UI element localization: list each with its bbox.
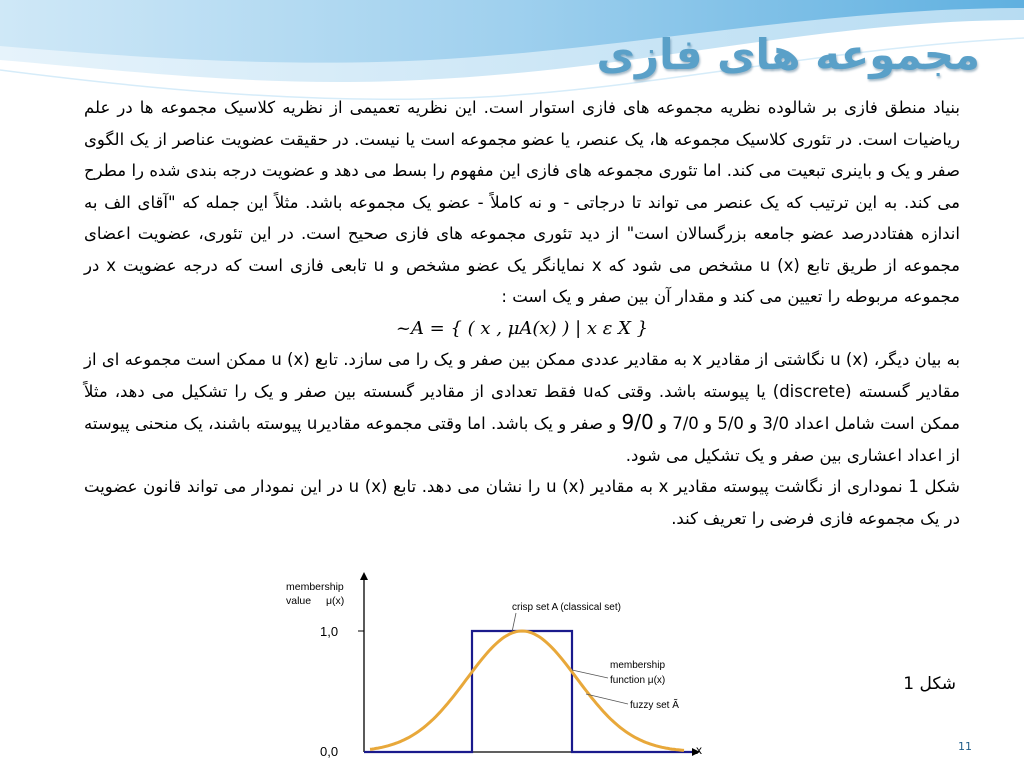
membership-formula: ~A = { ( x , μA(x) ) | x ε X }: [395, 317, 649, 339]
membership-value-label-2: value: [286, 595, 312, 607]
y-axis-arrow: [360, 572, 368, 580]
body-text: [84, 92, 960, 534]
crisp-set-pointer: [512, 613, 516, 632]
page-title: مجموعه های فازی: [596, 30, 980, 79]
y-tick-label-origin: 0,0: [320, 744, 339, 759]
membership-function-label-1: membership: [610, 660, 666, 671]
membership-function-label-2: function μ(x): [610, 675, 666, 686]
paragraph-2-number: 9/0: [621, 410, 654, 434]
fuzzy-set-label: fuzzy set Ã: [630, 700, 679, 711]
membership-value-label-1: membership: [286, 581, 344, 593]
membership-chart: [280, 570, 720, 760]
y-tick-label-top: 1,0: [320, 624, 339, 639]
paragraph-2-part-b: و صفر و یک باشد. اما وقتی مجموعه مقادیرu پیوسته باشند، یک منحنی پیوسته از اعداد اعشاری بین صفر و یک تشکیل می شود.: [84, 414, 960, 465]
crisp-set-label: crisp set A (classical set): [512, 602, 621, 613]
paragraph-2: [84, 344, 960, 471]
figure-caption: شکل 1: [903, 674, 956, 694]
paragraph-2-part-a: به بیان دیگر، u (x) نگاشتی از مقادیر x به مقادیر عددی ممکن بین صفر و یک را می سازد. تابع u (x) ممکن است مجموعه ای از مقادیر گسسته (discrete) یا پیوسته باشد. وقتی کهu فقط تعدادی از مقادیر گسسته بین صفر و یک را تشکیل می دهد، مثلاً ممکن است شامل اعداد 3/0 و 5/0 و 7/0 و: [84, 350, 961, 433]
paragraph-3: شکل 1 نموداری از نگاشت پیوسته مقادیر x به مقادیر u (x) را نشان می دهد. تابع u (x) در این نمودار می تواند قانون عضویت در یک مجموعه فازی فرضی را تعریف کند.: [84, 477, 960, 528]
paragraph-1: بنیاد منطق فازی بر شالوده نظریه مجموعه های فازی استوار است. این نظریه تعمیمی از نظریه کلاسیک مجموعه ها در علم ریاضیات است. در تئوری کلاسیک مجموعه ها، یک عنصر، یا عضو مجموعه است یا نیست. در حقیقت عضویت عناصر از یک الگوی صفر و یک و باینری تبعیت می کند. اما تئوری مجموعه های فازی این مفهوم را بسط می دهد و عضویت درجه بندی شده را مطرح می کند. به این ترتیب که یک عنصر می تواند تا درجاتی - و نه کاملاً - عضو یک مجموعه باشد. مثلاً این جمله که "آقای الف به اندازه هفتاددرصد عضو جامعه بزرگسالان است" از دید تئوری مجموعه های فازی صحیح است. در این تئوری، عضویت اعضای مجموعه از طریق تابع u (x) مشخص می شود که x نمایانگر یک عضو مشخص و u تابعی فازی است که درجه عضویت x در مجموعه مربوطه را تعیین می کند و مقدار آن بین صفر و یک است :: [84, 98, 961, 306]
membership-value-label-3: μ(x): [326, 595, 345, 607]
fuzzy-set-curve: [370, 631, 684, 750]
x-axis-label: x: [696, 743, 702, 757]
page-number: 11: [958, 740, 972, 753]
